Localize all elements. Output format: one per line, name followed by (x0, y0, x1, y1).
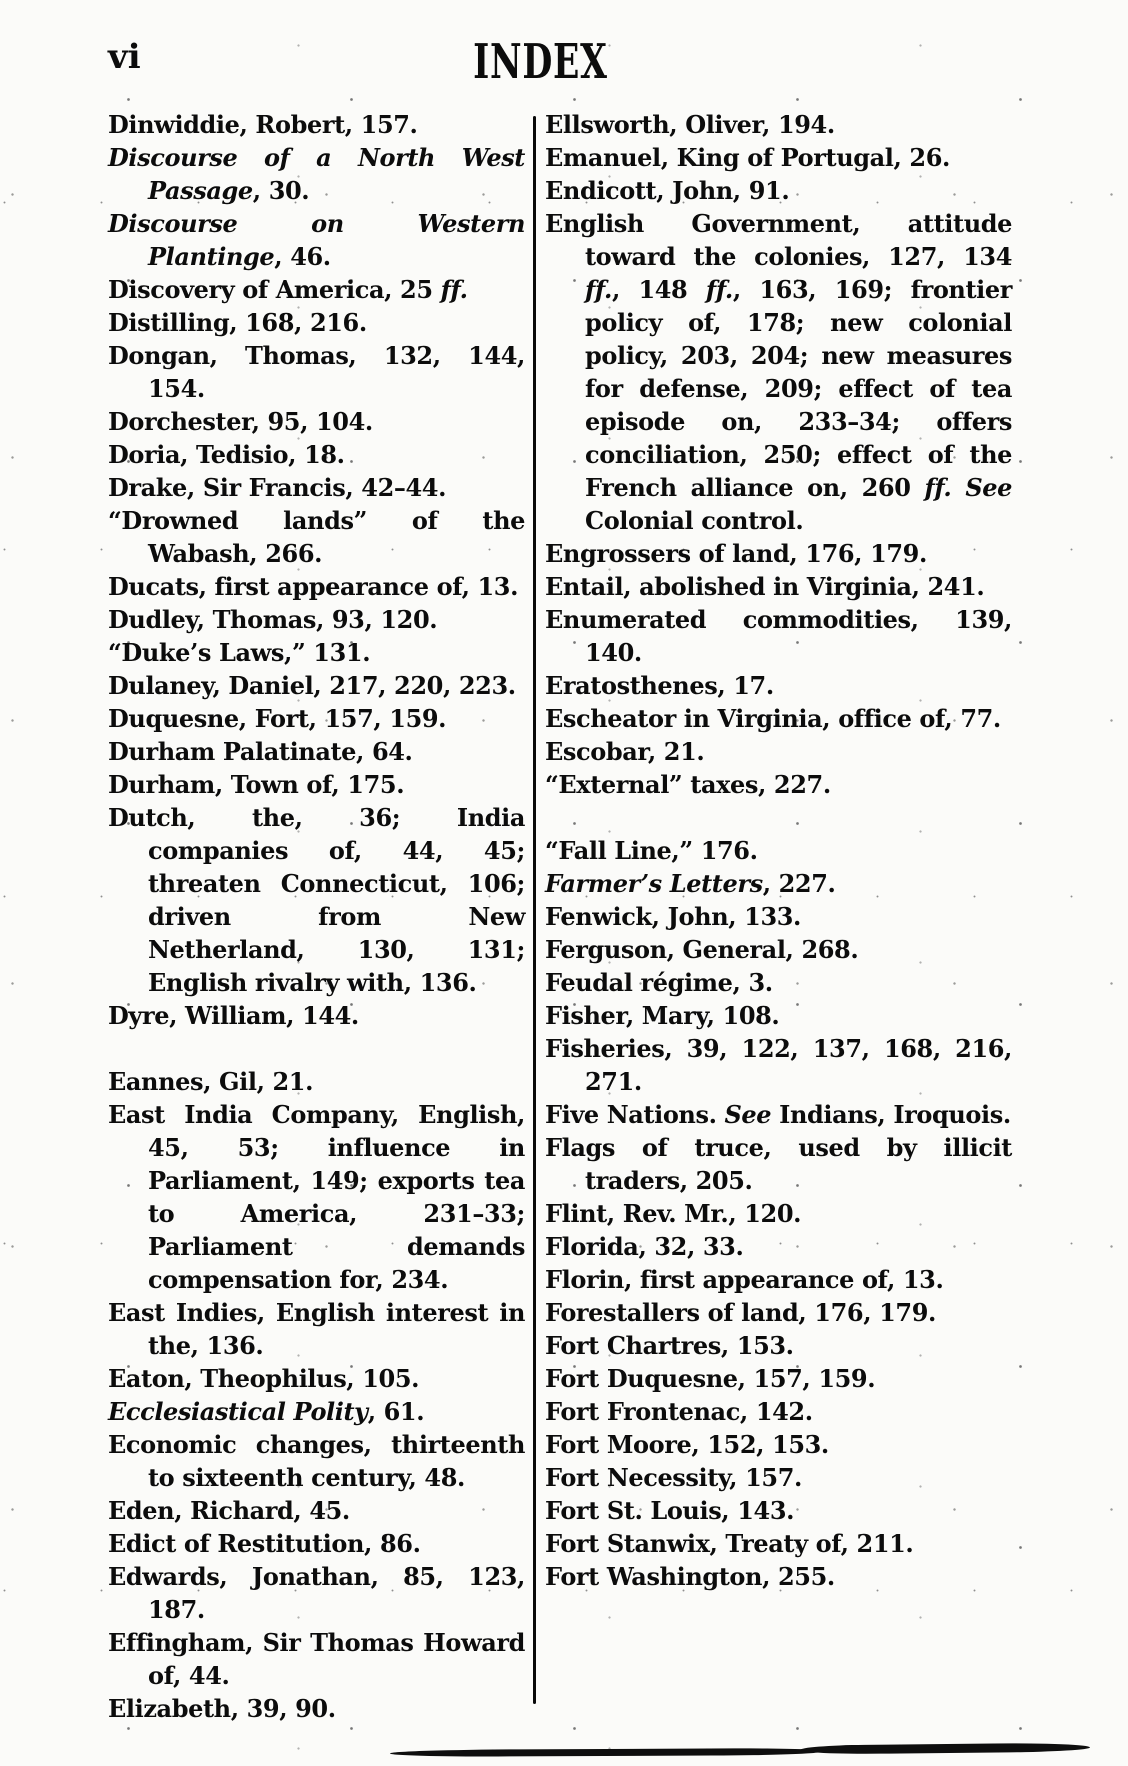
index-entry (108, 108, 525, 141)
index-entry-text: Fisher, Mary, 108. (545, 1001, 780, 1030)
index-entry (108, 207, 525, 273)
index-entry (108, 702, 525, 735)
index-entry (108, 636, 525, 669)
index-entry (545, 570, 1012, 603)
index-entry (108, 405, 525, 438)
page-header (0, 34, 1080, 90)
index-entry-text-italic: Discourse on Western Plantinge (108, 209, 525, 271)
index-entry (545, 174, 1012, 207)
index-entry-text: Dulaney, Daniel, 217, 220, 223. (108, 671, 516, 700)
index-entry (108, 1296, 525, 1362)
scan-smudge-artifact (390, 1748, 820, 1757)
index-entry-text-italic: ff. (705, 275, 733, 304)
index-entry-text-italic: ff. (585, 275, 612, 304)
index-entry (545, 1527, 1012, 1560)
index-entry (545, 768, 1012, 801)
index-entry-text: “Duke’s Laws,” 131. (108, 638, 371, 667)
index-entry (545, 141, 1012, 174)
index-entry-text: Dongan, Thomas, 132, 144, 154. (108, 341, 525, 403)
index-entry (545, 669, 1012, 702)
index-entry-text: Ellsworth, Oliver, 194. (545, 110, 835, 139)
index-entry (545, 1428, 1012, 1461)
index-entry (108, 1692, 525, 1725)
index-entry (545, 1362, 1012, 1395)
index-entry (545, 1494, 1012, 1527)
index-entry-text: Engrossers of land, 176, 179. (545, 539, 927, 568)
index-entry (545, 1197, 1012, 1230)
index-entry-text: Colonial control. (585, 506, 804, 535)
index-entry-text: Flags of truce, used by illicit traders, 205. (545, 1133, 1012, 1195)
index-entry-text: Eannes, Gil, 21. (108, 1067, 314, 1096)
index-entry-text: Endicott, John, 91. (545, 176, 790, 205)
page-number: vi (108, 37, 141, 77)
index-entry-text: Distilling, 168, 216. (108, 308, 367, 337)
index-entry-text: Eaton, Theophilus, 105. (108, 1364, 420, 1393)
index-entry-text: Escheator in Virginia, office of, 77. (545, 704, 1001, 733)
index-entry-text: Dyre, William, 144. (108, 1001, 359, 1030)
index-entry-text: Flint, Rev. Mr., 120. (545, 1199, 802, 1228)
index-entry-text: Florin, first appearance of, 13. (545, 1265, 944, 1294)
index-entry (108, 801, 525, 999)
index-entry-text: , 227. (762, 869, 836, 898)
index-entry-text: Discovery of America, 25 (108, 275, 441, 304)
index-entry-text: Forestallers of land, 176, 179. (545, 1298, 936, 1327)
index-entry-text: Five Nations. (545, 1100, 725, 1129)
index-entry-text: , 163, 169; frontier policy of, 178; new colonial policy, 203, 204; new measures for defense, 209; effect of tea episode on, 233–34; offers conciliation, 250; effect of the French alliance on, 260 (585, 275, 1012, 502)
index-entry-text: Fort Moore, 152, 153. (545, 1430, 829, 1459)
index-entry (108, 1494, 525, 1527)
index-entry-text (951, 473, 965, 502)
index-entry-text: Eden, Richard, 45. (108, 1496, 350, 1525)
index-entry (108, 603, 525, 636)
index-entry (545, 1230, 1012, 1263)
index-entry-text: Fort Stanwix, Treaty of, 211. (545, 1529, 914, 1558)
index-entry-text: Duquesne, Fort, 157, 159. (108, 704, 447, 733)
index-entry-text: Durham, Town of, 175. (108, 770, 405, 799)
index-entry (545, 999, 1012, 1032)
index-entry-text-italic: Ecclesiastical Polity (108, 1397, 368, 1426)
index-entry-text-italic: ff. (440, 275, 468, 304)
index-entry (545, 207, 1012, 537)
index-entry-text: Dutch, the, 36; India companies of, 44, 45; threaten Connecticut, 106; driven from New Netherland, 130, 131; English rivalry with, 136. (108, 803, 525, 997)
index-entry (545, 1263, 1012, 1296)
page-title: INDEX (472, 34, 608, 90)
index-entry-text: , 148 (611, 275, 706, 304)
index-entry-text-italic: See (965, 473, 1012, 502)
index-entry (108, 735, 525, 768)
index-entry (108, 570, 525, 603)
index-entry-text: East India Company, English, 45, 53; influence in Parliament, 149; exports tea to America, 231–33; Parliament demands compensation for, 234. (108, 1100, 525, 1294)
index-entry (545, 1032, 1012, 1098)
index-entry-text: Fort Chartres, 153. (545, 1331, 794, 1360)
index-entry-text: , 61. (367, 1397, 425, 1426)
index-entry-text: Fisheries, 39, 122, 137, 168, 216, 271. (545, 1034, 1012, 1096)
index-entry (545, 1395, 1012, 1428)
index-entry-text: Feudal régime, 3. (545, 968, 773, 997)
index-entry (108, 1527, 525, 1560)
index-entry (108, 1626, 525, 1692)
index-entry (545, 735, 1012, 768)
index-entry-text: English Government, attitude toward the colonies, 127, 134 (545, 209, 1012, 271)
index-entry (108, 669, 525, 702)
index-entry-text: Fort Necessity, 157. (545, 1463, 802, 1492)
index-entry-text: Dinwiddie, Robert, 157. (108, 110, 418, 139)
index-entry-text: “Drowned lands” of the Wabash, 266. (108, 506, 525, 568)
index-entry-text: Fenwick, John, 133. (545, 902, 802, 931)
index-entry-text-italic: See (724, 1100, 772, 1129)
index-entry (545, 867, 1012, 900)
index-entry (545, 900, 1012, 933)
index-columns (108, 108, 1012, 1725)
index-entry-text: “Fall Line,” 176. (545, 836, 758, 865)
index-entry (108, 306, 525, 339)
index-entry-text: Doria, Tedisio, 18. (108, 440, 345, 469)
index-entry-text: Effingham, Sir Thomas Howard of, 44. (108, 1628, 525, 1690)
index-entry (108, 1098, 525, 1296)
index-entry-text: Fort Washington, 255. (545, 1562, 835, 1591)
index-entry (545, 1131, 1012, 1197)
index-entry (108, 438, 525, 471)
index-entry (108, 273, 525, 306)
index-entry (545, 1296, 1012, 1329)
index-entry-text: , 30. (252, 176, 310, 205)
index-entry (108, 504, 525, 570)
index-entry (108, 1560, 525, 1626)
index-entry (545, 603, 1012, 669)
index-entry (545, 966, 1012, 999)
index-entry-text-italic: Farmer’s Letters (545, 869, 763, 898)
index-entry-text: , 46. (274, 242, 331, 271)
index-entry-text: Fort Duquesne, 157, 159. (545, 1364, 876, 1393)
index-entry-text: Economic changes, thirteenth to sixteenth century, 48. (108, 1430, 525, 1492)
index-entry-text: Fort St. Louis, 143. (545, 1496, 795, 1525)
index-entry-text: Durham Palatinate, 64. (108, 737, 413, 766)
index-entry (108, 1395, 525, 1428)
index-entry-text: Ferguson, General, 268. (545, 935, 859, 964)
index-entry-text: East Indies, English interest in the, 136. (108, 1298, 525, 1360)
index-entry (545, 537, 1012, 570)
index-entry-text: Fort Frontenac, 142. (545, 1397, 813, 1426)
index-entry (108, 999, 525, 1032)
index-entry (108, 1065, 525, 1098)
index-entry-text: Dorchester, 95, 104. (108, 407, 373, 436)
index-entry-text: Entail, abolished in Virginia, 241. (545, 572, 985, 601)
index-entry-text: Florida, 32, 33. (545, 1232, 744, 1261)
index-entry-text: Elizabeth, 39, 90. (108, 1694, 336, 1723)
index-entry (545, 1329, 1012, 1362)
index-column-right (545, 108, 1012, 1593)
index-entry-text: Edwards, Jonathan, 85, 123, 187. (108, 1562, 525, 1624)
index-entry-text: Ducats, first appearance of, 13. (108, 572, 519, 601)
index-entry (108, 1362, 525, 1395)
index-entry (108, 471, 525, 504)
index-entry-text: Drake, Sir Francis, 42–44. (108, 473, 447, 502)
index-entry-text: Indians, Iroquois. (771, 1100, 1011, 1129)
index-entry (545, 834, 1012, 867)
index-entry (108, 768, 525, 801)
index-entry (108, 141, 525, 207)
index-entry (545, 933, 1012, 966)
index-entry-text: Escobar, 21. (545, 737, 705, 766)
index-entry-text-italic: ff. (924, 473, 952, 502)
index-entry-text: Dudley, Thomas, 93, 120. (108, 605, 438, 634)
column-divider-line (533, 116, 536, 1704)
index-entry (545, 702, 1012, 735)
index-entry-text: Eratosthenes, 17. (545, 671, 774, 700)
index-entry-text: Enumerated commodities, 139, 140. (545, 605, 1012, 667)
index-entry-text: Emanuel, King of Portugal, 26. (545, 143, 950, 172)
index-entry-text: Edict of Restitution, 86. (108, 1529, 421, 1558)
index-entry (545, 1461, 1012, 1494)
index-entry (545, 108, 1012, 141)
index-entry (108, 339, 525, 405)
index-entry (108, 1428, 525, 1494)
index-column-left (108, 108, 525, 1725)
index-entry-text: “External” taxes, 227. (545, 770, 831, 799)
scan-smudge-artifact (800, 1742, 1090, 1754)
index-entry-text-italic: Discourse of a North West Passage (108, 143, 525, 205)
index-entry (545, 1098, 1012, 1131)
index-entry (545, 1560, 1012, 1593)
